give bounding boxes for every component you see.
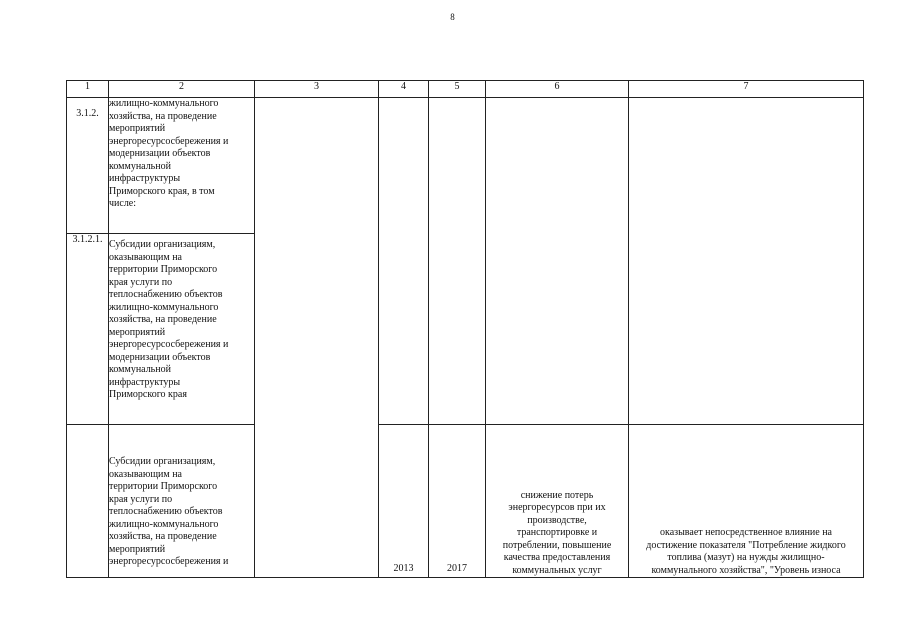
description-line: мероприятий: [109, 326, 166, 338]
description-line: энергоресурсосбережения и: [109, 556, 229, 567]
indicator-line: коммунального хозяйства", "Уровень износа: [651, 564, 841, 576]
description-line: жилищно-коммунального: [109, 518, 219, 530]
description-line: модернизации объектов: [109, 148, 211, 159]
header-cell-1: 1: [67, 81, 109, 98]
indicator-line: топлива (мазут) на нужды жилищно-: [667, 552, 825, 563]
description-line: жилищно-коммунального: [109, 98, 219, 109]
header-row: [67, 81, 864, 98]
result-line: энергоресурсов при их: [508, 502, 606, 513]
description-line: Приморского края, в том: [109, 185, 215, 197]
expected-result: [486, 425, 629, 578]
description-line: края услуги по: [109, 276, 173, 288]
end-year: 2017: [429, 425, 486, 578]
result-line: производстве,: [527, 514, 587, 526]
row-number: 3.1.2.: [67, 98, 109, 234]
column-7-cell: [629, 98, 864, 425]
row-description: [109, 98, 255, 234]
result-line: потреблении, повышение: [502, 539, 612, 551]
column-5-cell: [429, 98, 486, 425]
description-line: коммунальной: [109, 160, 171, 172]
description-line: числе:: [109, 198, 137, 209]
description-line: теплоснабжению объектов: [109, 506, 223, 517]
description-line: Субсидии организациям,: [109, 456, 216, 467]
description-line: оказывающим на: [109, 251, 182, 263]
description-line: мероприятий: [109, 543, 166, 555]
page-number: 8: [450, 12, 455, 22]
description-line: мероприятий: [109, 123, 166, 134]
program-table: [66, 80, 864, 578]
result-line: снижение потерь: [520, 489, 594, 501]
start-year: 2013: [379, 425, 429, 578]
indicator-line: оказывает непосредственное влияние на: [659, 527, 832, 538]
indicator-relation: [629, 425, 864, 578]
description-line: края услуги по: [109, 493, 173, 505]
header-cell-3: 3: [255, 81, 379, 98]
description-line: Субсидии организациям,: [109, 239, 216, 250]
description-line: территории Приморского: [109, 481, 218, 492]
description-line: инфраструктуры: [109, 173, 181, 184]
header-cell-7: 7: [629, 81, 864, 98]
description-line: хозяйства, на проведение: [109, 110, 217, 122]
row-number: [67, 425, 109, 578]
column-6-cell: [486, 98, 629, 425]
row-description: [109, 234, 255, 425]
row-number: 3.1.2.1.: [67, 234, 109, 425]
result-line: транспортировке и: [516, 527, 598, 538]
header-cell-6: 6: [486, 81, 629, 98]
column-4-cell: [379, 98, 429, 425]
result-line: коммунальных услуг: [512, 564, 602, 576]
description-line: коммунальной: [109, 364, 171, 375]
description-line: территории Приморского: [109, 264, 218, 275]
description-line: оказывающим на: [109, 468, 182, 480]
description-line: хозяйства, на проведение: [109, 531, 217, 542]
description-line: Приморского края: [109, 389, 187, 400]
result-line: качества предоставления: [503, 552, 611, 563]
description-line: хозяйства, на проведение: [109, 314, 217, 325]
indicator-line: достижение показателя "Потребление жидкого: [646, 539, 846, 551]
description-line: энергоресурсосбережения и: [109, 339, 229, 350]
header-cell-2: 2: [109, 81, 255, 98]
description-line: энергоресурсосбережения и: [109, 135, 229, 147]
header-cell-4: 4: [379, 81, 429, 98]
column-3-cell: [255, 98, 379, 578]
header-cell-5: 5: [429, 81, 486, 98]
description-line: теплоснабжению объектов: [109, 289, 223, 300]
description-line: инфраструктуры: [109, 376, 181, 388]
table-row: [67, 98, 864, 234]
description-line: модернизации объектов: [109, 351, 211, 363]
description-line: жилищно-коммунального: [109, 301, 219, 313]
row-description: [109, 425, 255, 578]
table-row: [67, 425, 864, 578]
